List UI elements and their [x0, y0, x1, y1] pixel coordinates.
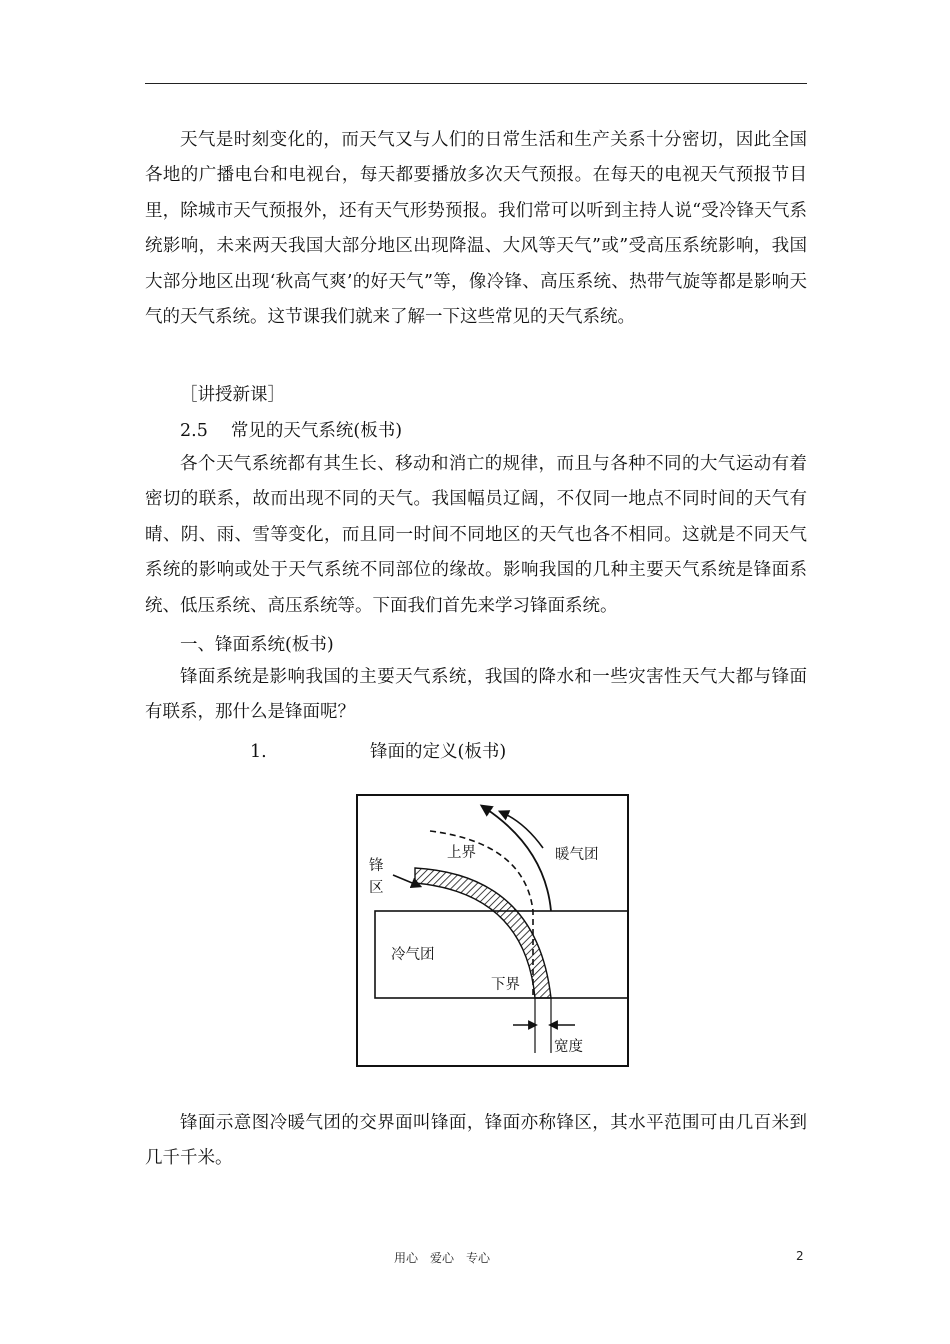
footer-motto: 用心 爱心 专心 [394, 1251, 491, 1265]
caption-paragraph: 锋面示意图冷暖气团的交界面叫锋面，锋面亦称锋区，其水平范围可由几百米到几千千米。 [145, 1113, 807, 1169]
cold-air-label: 冷气团 [391, 947, 435, 963]
intro-paragraph: 天气是时刻变化的，而天气又与人们的日常生活和生产关系十分密切，因此全国各地的广播电台和电视台，每天都要播放多次天气预报。在每天的电视天气预报节目里，除城市天气预报外，还有天气形势预报。我们常可以听到主持人说“受冷锋天气系统影响，未来两天我国大部分地区出现降温、大风等天气”或”受高压系统影响，我国大部分地区出现‘秋高气爽’的好天气”等，像冷锋、高压系统、热带气旋等都是影响天气的天气系统。这节课我们就来了解一下这些常见的天气系统。 [145, 130, 807, 328]
front-zone-label-2: 区 [369, 880, 384, 896]
front-zone-label: 锋 [369, 858, 384, 874]
lower-boundary-label: 下界 [491, 977, 520, 993]
width-label: 宽度 [554, 1039, 583, 1055]
front-diagram [355, 793, 630, 1068]
page-number: 2 [796, 1249, 804, 1263]
item-title: 锋面的定义(板书) [370, 742, 507, 762]
front-paragraph: 锋面系统是影响我国的主要天气系统，我国的降水和一些灾害性天气大都与锋面有联系，那什么是锋面呢？ [145, 667, 807, 723]
front-zone-pointer [393, 875, 417, 885]
upper-boundary-label: 上界 [447, 845, 476, 861]
item-number: 1. [250, 742, 267, 762]
subheading: 一、锋面系统(板书) [180, 635, 334, 655]
diagram-frame [357, 795, 628, 1066]
header-rule [145, 83, 807, 84]
section-title: 2.5 常见的天气系统(板书) [180, 421, 403, 441]
body-paragraph: 各个天气系统都有其生长、移动和消亡的规律，而且与各种不同的大气运动有着密切的联系，故而出现不同的天气。我国幅员辽阔，不仅同一地点不同时间的天气有晴、阴、雨、雪等变化，而且同一时间不同地区的天气也各不相同。这就是不同天气系统的影响或处于天气系统不同部位的缘故。影响我国的几种主要天气系统是锋面系统、低压系统、高压系统等。下面我们首先来学习锋面系统。 [145, 454, 807, 616]
front-zone-hatched [415, 868, 551, 998]
warm-air-label: 暖气团 [555, 847, 599, 863]
section-label: ［讲授新课］ [180, 385, 285, 405]
